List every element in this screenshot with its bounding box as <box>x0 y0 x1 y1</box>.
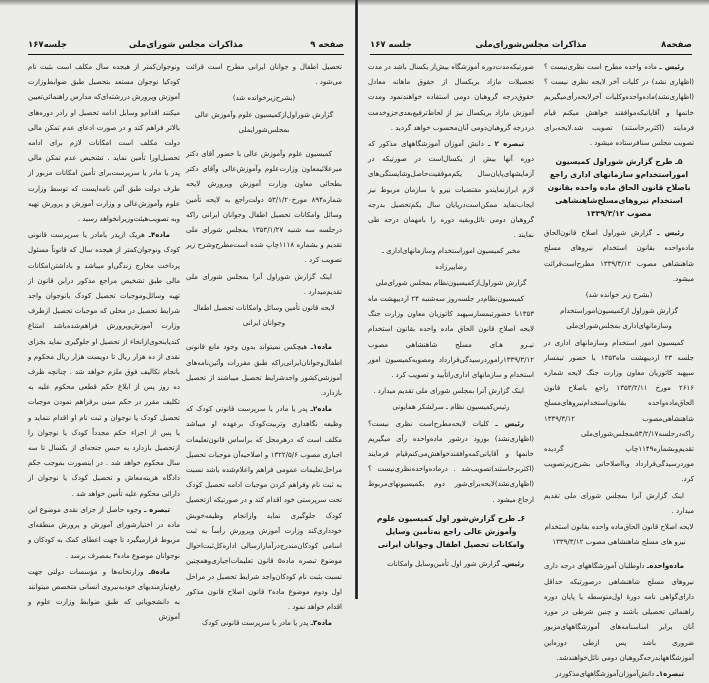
column-right <box>186 60 342 632</box>
text: هریک ازپدر یامادر یا سرپرست قانونی کودک ونوجوان‌کمتر از هیجده سال که قانوناً مسئول پرداخت مخارج زندگی‌او میباشد و باداشتن‌امکانات مالی طبق تشخیص مراجع مذکور دراین قانون از تهیه وسائل‌وموجبات تحصیل کودک یانوجوان واجد شرایط تحصیل در محلی که موجبات تحصیل ازطرف وزارت آموزش‌وپرورش فراهم‌شده‌باشد امتناع کندیابنحوی‌ازانحاء از تحصیل او جلوگیری نماید بجزای نقدی از ده هزار ریال تا دویست هزار ریال محکوم و بانجام تکالیف فوق ملزم خواهد شد . چنانچه ظرف ده روز پس از ابلاغ حکم قطعی محکوم علیه به تکلیف مقرر در حکم مبنی برفراهم نمودن موجبات تحصیل کودک یا نوجوان و ثبت نام او اقدام ننماید و یا پس از اجراء حکم مجدداً کودک یا نوجوان را ازتحصیل بازدارد به حبس جنحه‌ای از یکسال تا سه سال محکوم خواهد شد . در اینصورت بموجب حکم دادگاه هزینه‌معاش و تحصیل کودک یا نوجوان از دارائی محکوم علیه تأمین خواهد شد . <box>28 231 180 498</box>
column-left <box>368 60 534 573</box>
paragraph <box>368 60 534 136</box>
spacer <box>544 551 694 558</box>
label: ماده۳ـ <box>310 619 332 628</box>
paragraph <box>544 489 694 519</box>
paragraph <box>368 292 534 383</box>
text: لایحه قانون تأمین وسائل وامکانات تحصیل اطفال وجوانان ایرانی <box>193 304 335 328</box>
text: اینک گزارش شوراول آنرا بمجلس شورای ملی تقدیم‌میدارد . <box>186 272 342 296</box>
label: رئیس‌ـ <box>502 559 524 568</box>
label: ماده‌واحده‌ـ <box>646 562 684 571</box>
text: گزارش شوراول‌ازکمیسیون‌نظام بمجلس شورای‌ملی <box>375 278 527 287</box>
centered-caption <box>186 301 342 331</box>
text: کلیات لایحه‌مطرح‌است نظری نیست؟ (اظهاری‌نشد) بورود درشور ماده‌واحده رأی میگیریم خانمها و آقایانی‌کمه‌وافقندخواهش‌می‌کنم‌قیام فرمایند (اکثربرخاستند)تصویب‌شد . درماده‌واحده‌نظری‌نیست ؟ (اظهاری‌نشد)لایحه‌برای‌شور دوم بکمیسیونهای‌مربوط ارجاع میشود . <box>368 419 534 504</box>
column-right <box>544 60 694 683</box>
label: رئیس ـ <box>495 419 524 428</box>
law-article <box>28 565 180 626</box>
text: پدر یا مادر یا سرپرست قانونی کودک <box>202 619 309 628</box>
centered-caption <box>186 91 342 106</box>
page-header <box>370 40 692 55</box>
text: کمیسیون‌نظام‌در جلسه‌روز سه‌شنبه ۲۴ اردیبهشت ماه ۱۳۵۳با حضورتیمسارسپهبد کاتوزیان معاون وزارت جنگ لایحه اصلاح قانون الحاق ماده واحده بقانون استخدام نیـرو هـای مسلح شاهنشاهی مصوب ۱۳۳۹/۳/۱۲رامورد‌رسیدگی‌قرارداد ومصوبه‌کمیسیون امور استخدام و سازمانهای اداری‌راتأیید و تصویب کرد . <box>368 295 534 380</box>
label: تبصره۱ـ <box>656 669 684 678</box>
text: صورتیکه‌مدت‌دوره آموزشگاه بیش‌از یکسال باشد در مدت تحصیلات مازاد بریکسال از حقوق ماهانه معادل حقوق‌درجه گروهبان دومی استفاده خواهندنمود ومدت آموزش مازاد بریکسال نیز از لحاظ‌ترفیع‌بعدی‌جزوخدمت دردرجه گروهبان‌دومی آنان‌محسوب خواهد گردید . <box>368 63 534 132</box>
text: وجوه حاصل از جزای نقدی موضوع این ماده در اختیارشورای آموزش و پرورش منطقه‌ای مربوط قرارمیگیرد تا جهت اعطای کمک به کودکان و نوجوانان موضوع ماده۳ بمصرف برسد . <box>28 505 180 560</box>
centered-caption <box>368 400 534 415</box>
text: کمیسیون امور استخدام وسازمانهای اداری در جلسه ۲۳ اردیبهشت ماه۱۳۵۳ با حضور تیمسار سپهبد کاتوزیان معاون وزارت جنگ لایحه شماره ۲۶۱۶ مورخ ۱۳۵۳/۲/۱۱ راجع باصلاح قانون الحاق‌ماده‌واحده بقانون‌استخدام‌نیروهای‌مسلح شاهنشاهی‌مصوب ۱۳۳۹/۳/۱۲ راکه‌درجلسه۵۳/۲/۱۷بمجلس‌شورای‌ملی تقدیم‌وبشماره۱۱۴۹چاپ گردیده موردرسیدگی‌قرارداد وبااصلاحاتی بشرح‌زیرتصویب کرد. <box>544 338 694 484</box>
page-9 <box>0 0 355 628</box>
label: ماده۲ـ <box>310 405 332 414</box>
column-left <box>28 60 180 627</box>
section-heading <box>544 155 694 220</box>
law-article <box>28 228 180 502</box>
text: پدر یا مادر یا سرپرست قانونی کودک که وظیفه نگاهداری وتربیت‌کودک برعهده او میباشد مکلف است که درهرمحل که براساس قانون‌تعلیمات اجباری مصوب ۱۳۲۲/۵/۶ و اصلاحیه‌آن موجبات تحصیل مراحل‌تعلیمات عمومی فراهم واعلام‌شده باشد نسبت به ثبت نام وفراهم کردن موجبات ادامه تحصیل کودک تحت سرپرستی خود اقدام کند و در صورتیکه ازتحصیل کودک جلوگیری نماید وازانجام وظیفه‌خویش خودداری‌کند وزارت آموزش وپرورش رأساً به ثبت اسامی کودکان‌مندرج‌درآمارارسالی اداره‌کل‌ثبت‌احوال موضوع تبصره ماده۵ قانون تعلیمات‌اجباری‌وهمچنین نسبت بثبت نام کودکان‌واجد شرایط تحصیل در مراحل اول ودوم موضوع ماده۲ قانون اصلاح قانون مذکور اقدام خواهد نمود . <box>186 405 343 611</box>
text: اینک گزارش آنرا بمجلس شورای ملی تقدیم میدارد . <box>373 387 524 396</box>
label: ماده۱ـ <box>310 343 332 352</box>
page-header <box>28 40 344 55</box>
label: رئیس ـ <box>657 229 684 238</box>
text: رئیس‌کمیسیون نظام ـ سرلشکر همایونی <box>392 403 510 412</box>
text: وزارتخانه‌ها و مؤسسات دولتی جهت رفع‌نیازمندیهای خودبه‌نیروی انسانی متخصص میتوانند به دانشجویانی که طبق ضوابط وزارت علوم و آموزش <box>28 567 180 622</box>
text: گزارش شوراول اصلاح قانون‌الحاق ماده‌واحده بقانون استخدام نیروهای مسلح شاهنشاهی مصوب ۱۳۳۹/۳/۱۲ مطرح‌است‌قرائت میشود. <box>544 229 694 283</box>
text: مخبر کمیسیون اموراستخدام وسازمانهای‌اداری ـ رضاپیرزاده <box>381 247 521 271</box>
header-session: جلسه ۱۶۷ <box>370 40 412 50</box>
text: (بشرح زیر خوانده شد) <box>585 291 653 300</box>
speaker-remark <box>544 60 694 151</box>
text: گزارش شور اول تأمین‌وسایل وامکانات <box>387 559 500 568</box>
text: هیچکس نمیتواند بدون وجود مانع قانونی اطفال‌وجوانان‌ایرانی‌راکه طبق مقررات وآئین‌نامه‌های آموزشی‌کشور واجدشرایط تحصیل میباشند از تحصیل بازدارد. <box>186 343 342 398</box>
paragraph <box>186 147 342 269</box>
centered-caption <box>368 244 534 274</box>
spacer <box>186 139 342 146</box>
text: دانش‌آموزان‌آموزشگاههای‌مذکوردر <box>555 669 655 678</box>
paragraph <box>368 384 534 399</box>
text: گزارش شوراول ازکمیسیون‌اموراستخدام وسازمانهای‌اداری بمجلس‌شورای‌ملی <box>560 307 678 331</box>
label: ماده۵ـ <box>148 567 170 576</box>
page-8 <box>358 0 709 678</box>
text: ماده واحده مطرح است نظری‌نیست ؟ (اظهاری نشد) در کلیات آخر لایحه نظری نیست ؟ (اظهاری‌نشد)ماده‌واحده‌وکلیات آخرلایحه‌رأی‌میگیریم خانمها و آقایانیکه‌موافقند خواهش میکنم قیام فرمایند (اکثربرخاستند) تصویب شد.لایحه‌برای تصویب مجلس سنافرستاده میشود . <box>544 63 694 148</box>
header-page-number: صفحه۸ <box>661 40 692 50</box>
section-heading <box>368 512 534 551</box>
label: رئیس ـ <box>659 63 684 71</box>
law-article <box>368 137 534 243</box>
law-article <box>186 402 342 615</box>
law-article <box>186 340 342 401</box>
speaker-remark <box>368 557 534 572</box>
text: داوطلبان آموزشگاههای درجه داری نیروهای مسلح شاهنشاهی درصورتیکه حداقل دارای‌گواهی نامه دورهٔ اول‌متوسطه یا پایان دوره راهنمائی تحصیلی باشند و چنین شرطی در مورد آنان برابر اساسنامه‌های آموزشگاههای‌مزبور ضروری باشد پس ازطی دوره‌این آموزشگاهها‌بدرجه‌گروهبان دومی نائل‌خواهندشد. <box>544 562 694 662</box>
paragraph <box>186 60 342 90</box>
text: تحصیل اطفال و جوانان ایرانی مطرح است قرائت می‌شود . <box>186 63 342 87</box>
law-article <box>544 667 694 682</box>
speaker-remark <box>544 226 694 287</box>
text: کمیسیون علوم وآموزش عالی با حضور آقای دکتر میرعلائیمعاون وزارت‌علوم وآموزش‌عالی وآقای دکتر بطحائی معاون وزارت آموزش وپرورش لایحه شماره۸۹۴ مورخ۵۳/۱/۲۰ دولت‌راجع به لایحه تأمین وسائل وامکانات تحصیل اطفال وجوانان ایرانی راکه درجلسه سه شنبه ۱۳۵۳/۱/۲۷ بمجلس شورای ملی تقدیم و بشماره ۱۱۱۸چاپ شده است‌مطرح‌وشرح زیر تصویب کرد . <box>186 150 343 265</box>
label: ماده۴ـ <box>148 231 170 240</box>
text: ونوجوان‌کمتر از هیجده سال مکلف است بثبت نام کودکیا نوجوان مستعد بتحصیل طبق ضوابط‌وزارت آموزش وپرورش دررشته‌ای‌که مدارس راهنمائی‌تعیین میکنند اقدام‌و وسایل ادامه تحصیل او رادر دوره‌های بالاتر فراهم کند و در صورت ادعای عدم تمکن مالی دولت مکلف است امکانات لازم برای ادامه تحصیل‌اورا تأمین نماید . تشخیص عدم تمکن مالی پدر یا مادر یا سرپرست‌برای تأمین امکانات مزبور از طرف دولت طبق آئین نامه‌ایست که توسط وزارت علوم وآموزش‌عالی و وزارت آموزش و پرورش تهیه وبه تصویب‌هیئت‌وزیرانخواهد رسید . <box>27 63 180 224</box>
centered-caption <box>544 304 694 334</box>
spacer <box>186 332 342 339</box>
header-title: مذاکرات مجلس‌شورای‌ملی <box>475 40 587 50</box>
law-article <box>186 616 342 631</box>
centered-caption <box>368 276 534 291</box>
centered-caption <box>544 520 694 550</box>
speaker-remark <box>368 417 534 508</box>
text: ۵ـ طرح گزارش شوراول کمیسیون اموراستخدام‌و سازمانهای اداری راجع باصلاح قانون الحاق ماده واحده بقانون استخدام نیروهای‌مسلح‌شاهنشاهی مصوب ۱۳۳۹/۳/۱۲ <box>547 157 691 219</box>
text: لایحه اصلاح قانون الحاق‌ماده واحده بقانون استخدام نیرو های مسلح شاهنشاهی مصوب ۱۳۳۹/۳/۱۲ <box>544 523 694 547</box>
centered-caption <box>544 288 694 303</box>
paragraph <box>28 60 180 227</box>
law-article <box>28 503 180 564</box>
text: ۶ـ طرح گزارش‌شور اول کمیسیون علوم وآموزش عالی راجع به‌تأمین وسایل وامکانات تحصیل اطفال وجوانان ایرانی <box>376 513 526 549</box>
text: دانش آموزان آموزشگاههای مذکور که دوره آنها بیش از یکسال‌است در صورتیکه در آزمایشهای‌پایان‌سال یکم‌موفقیت‌حاصل‌وشایستگی‌های لازم ابرازنمایندو مقتضیات نیرو یا سازمان مربوط نیز ایجاب‌نماید ممکن‌است‌درپایان سال یکم‌تحصیل بدرجه گروهبان دومی نائل‌وبقیه دوره را بامهمان درجه طی نمایند . <box>368 140 534 240</box>
header-session: جلسه۱۶۷ <box>28 40 67 50</box>
paragraph <box>186 270 342 300</box>
paragraph <box>544 336 694 488</box>
centered-caption <box>186 108 342 138</box>
header-title: مذاکرات مجلس شورای‌ملی <box>128 40 244 50</box>
text: اینک گزارش آنرا بمجلس شورای ملی تقدیم میدارد . <box>544 491 694 515</box>
header-page-number: صفحه ۹ <box>310 40 344 50</box>
label: تبصره ۲ ـ <box>487 140 524 149</box>
text: گزارش شوراول‌ازکمیسیون علوم وآموزش عالی بمجلس‌شورایملی <box>194 110 334 134</box>
text: (بشرح‌زیرخوانده شد) <box>232 94 296 103</box>
label: تبصره ـ <box>144 505 171 514</box>
law-article <box>544 559 694 665</box>
